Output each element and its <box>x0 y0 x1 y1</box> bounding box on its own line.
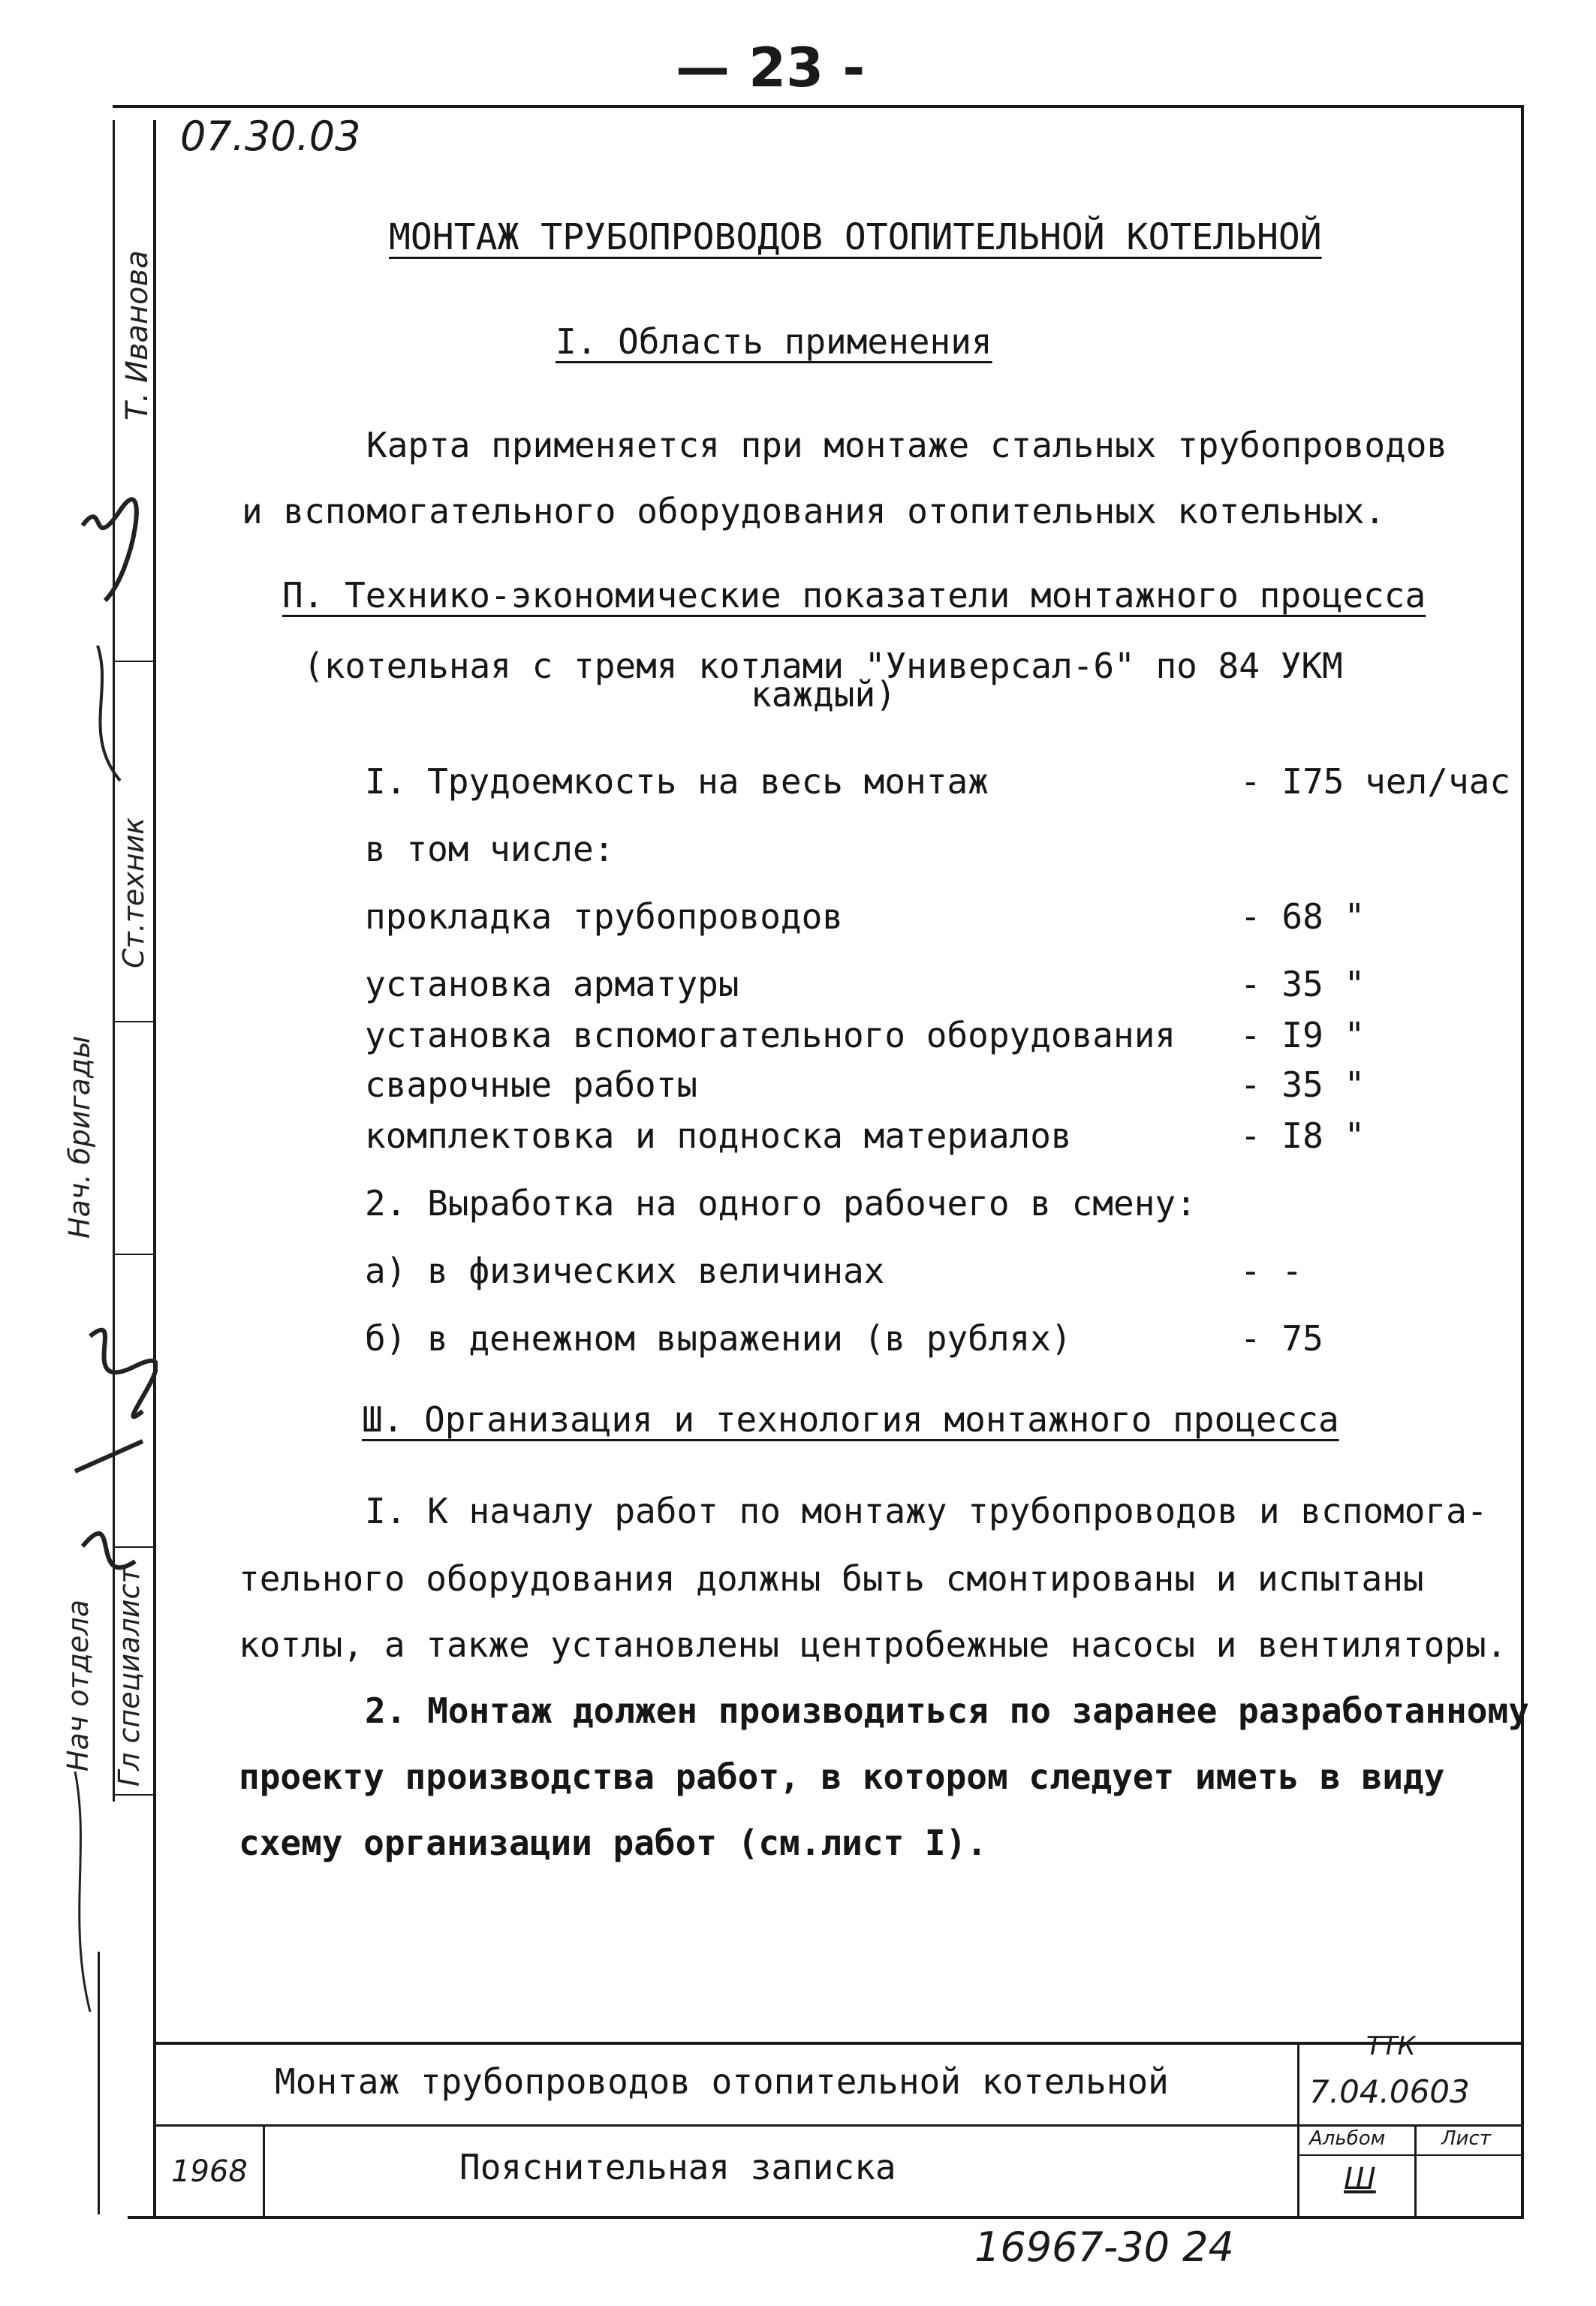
document-title: МОНТАЖ ТРУБОПРОВОДОВ ОТОПИТЕЛЬНОЙ КОТЕЛЬНОЙ <box>389 216 1322 258</box>
title-block-top-line <box>153 2042 1524 2045</box>
section3-paragraph1-line3: котлы, а также установлены центробежные насосы и вентиляторы. <box>239 1624 1507 1665</box>
section1-heading: I. Область применения <box>556 321 992 362</box>
margin-label: Нач отдела <box>62 1599 95 1772</box>
indicator-value: - 68 " <box>1240 896 1366 937</box>
section2-subtitle-line2: каждый) <box>751 674 896 715</box>
section2-subtitle-line1: (котельная с тремя котлами "Универсал-6" по 84 УКМ <box>303 646 1343 686</box>
title-block-album-label: Альбом <box>1309 2127 1386 2150</box>
section3-paragraph2-line3: схему организации работ (см.лист I). <box>239 1823 987 1863</box>
indicator-label: установка арматуры <box>365 964 739 1004</box>
section1-line1: Карта применяется при монтаже стальных трубопроводов <box>366 425 1448 465</box>
section3-paragraph1-line1: I. К началу работ по монтажу трубопроводов и вспомога- <box>365 1491 1488 1531</box>
title-block-year: 1968 <box>171 2154 248 2189</box>
section3-paragraph2-line2: проекту производства работ, в котором следует иметь в виду <box>239 1757 1445 1797</box>
title-block-divider-album <box>1297 2154 1522 2156</box>
frame-right-border <box>1521 105 1524 2218</box>
section2-heading: П. Технико-экономические показатели монтажного процесса <box>282 575 1426 616</box>
title-block-divider-sheet <box>1414 2127 1417 2217</box>
margin-signature-scribbles <box>60 120 158 2042</box>
indicator-value: - I9 " <box>1240 1015 1366 1055</box>
indicator-label: I. Трудоемкость на весь монтаж <box>365 761 989 802</box>
frame-top-border <box>113 105 1524 108</box>
section3-paragraph2-line1: 2. Монтаж должен производиться по заранее разработанному <box>365 1690 1529 1731</box>
section3-paragraph1-line2: тельного оборудования должны быть смонтированы и испытаны <box>239 1558 1424 1599</box>
title-block-subtitle: Пояснительная записка <box>459 2147 896 2187</box>
page-number: — 23 - <box>676 36 866 99</box>
indicator-value: - - <box>1240 1251 1303 1291</box>
indicator-label: сварочные работы <box>365 1064 698 1105</box>
title-block-bottom-line <box>128 2216 1524 2219</box>
title-block-sheet-label: Лист <box>1441 2127 1491 2150</box>
document-code: 07.30.03 <box>180 113 361 160</box>
title-block-ttk-code: 7.04.0603 <box>1309 2073 1470 2110</box>
indicator-value: - 35 " <box>1240 964 1366 1004</box>
bottom-handwritten-note: 16967-30 24 <box>974 2223 1234 2271</box>
indicator-value: - 35 " <box>1240 1064 1366 1105</box>
title-block-album-value: Ш <box>1344 2162 1376 2196</box>
title-block-middle-line <box>153 2124 1524 2127</box>
section1-line2: и вспомогательного оборудования отопительных котельных. <box>242 491 1386 531</box>
title-block-divider-main <box>1297 2042 1299 2217</box>
title-block-ttk-label: ТТК <box>1366 2031 1416 2061</box>
indicator-value: - I75 чел/час <box>1240 761 1511 802</box>
indicator-value: - I8 " <box>1240 1115 1366 1156</box>
indicator-label: прокладка трубопроводов <box>365 896 843 937</box>
margin-label: Нач. бригады <box>63 1035 96 1239</box>
section3-heading: Ш. Организация и технология монтажного процесса <box>362 1399 1339 1440</box>
indicator-label: комплектовка и подноска материалов <box>365 1115 1072 1156</box>
margin-label: Ст.техник <box>117 817 150 968</box>
margin-label: Т. Иванова <box>120 250 155 420</box>
margin-label: Гл специалист <box>113 1567 146 1787</box>
title-block-name: Монтаж трубопроводов отопительной котельной <box>275 2061 1169 2102</box>
indicator-label: а) в физических величинах <box>365 1251 885 1291</box>
indicator-label: б) в денежном выражении (в рублях) <box>365 1318 1072 1359</box>
indicator-value: - 75 <box>1240 1318 1323 1359</box>
title-block-divider-year <box>263 2127 265 2217</box>
indicator-label: установка вспомогательного оборудования <box>365 1015 1176 1055</box>
indicator-label: 2. Выработка на одного рабочего в смену: <box>365 1183 1197 1224</box>
indicator-label: в том числе: <box>365 829 615 869</box>
